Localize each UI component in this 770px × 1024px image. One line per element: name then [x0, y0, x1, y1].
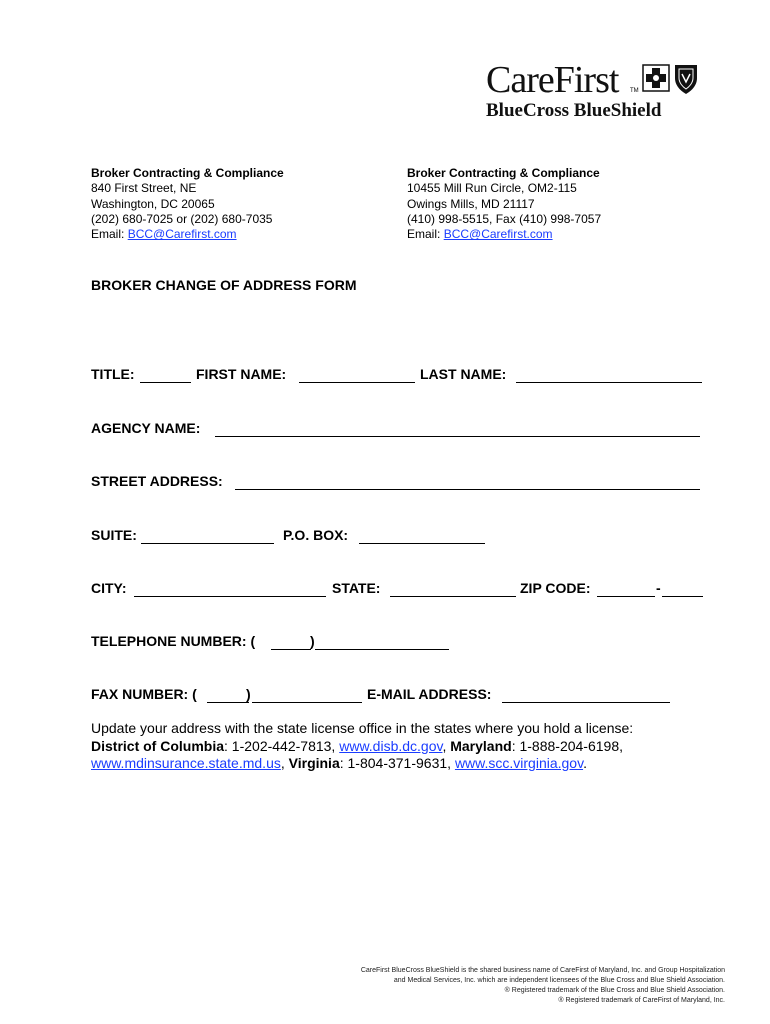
- zip-extension-field[interactable]: [662, 596, 703, 597]
- carefirst-logo: [484, 60, 706, 124]
- last-name-field[interactable]: [516, 382, 702, 383]
- info-end-period: .: [583, 755, 587, 771]
- fax-close-paren: ): [246, 686, 251, 702]
- zip-code-field[interactable]: [597, 596, 655, 597]
- zip-code-label: ZIP CODE:: [520, 580, 591, 596]
- agency-name-label: AGENCY NAME:: [91, 420, 201, 436]
- left-office-email-link[interactable]: BCC@Carefirst.com: [127, 227, 237, 242]
- first-name-field[interactable]: [299, 382, 415, 383]
- blue-shield-icon: [672, 62, 700, 96]
- fax-area-code-field[interactable]: [207, 702, 249, 703]
- right-office-email-row: [407, 227, 601, 242]
- license-info-line-3: [91, 755, 731, 773]
- telephone-number-field[interactable]: [315, 649, 449, 650]
- zip-dash: -: [656, 580, 661, 596]
- telephone-close-paren: ): [310, 633, 315, 649]
- form-title: BROKER CHANGE OF ADDRESS FORM: [91, 277, 357, 293]
- license-info-line-2: [91, 738, 731, 756]
- left-office-email-label: Email:: [91, 227, 128, 242]
- city-label: CITY:: [91, 580, 127, 596]
- left-office-city: Washington, DC 20065: [91, 196, 215, 211]
- va-url-link[interactable]: www.scc.virginia.gov: [454, 755, 584, 771]
- street-address-field[interactable]: [235, 489, 700, 490]
- md-url-link[interactable]: www.mdinsurance.state.md.us: [91, 755, 281, 771]
- fax-number-field[interactable]: [252, 702, 362, 703]
- email-label: E-MAIL ADDRESS:: [367, 686, 492, 702]
- fax-label: FAX NUMBER: (: [91, 686, 197, 702]
- footer-line-3: ® Registered trademark of the Blue Cross and Blue Shield Association.: [504, 987, 725, 994]
- suite-field[interactable]: [141, 543, 274, 544]
- last-name-label: LAST NAME:: [420, 366, 507, 382]
- dc-url-link[interactable]: www.disb.dc.gov: [339, 737, 443, 754]
- po-box-label: P.O. BOX:: [283, 527, 349, 543]
- separator-2: ,: [280, 755, 289, 771]
- right-office-email-label: Email:: [407, 227, 444, 242]
- left-office-address: [91, 166, 284, 242]
- left-office-email-row: [91, 227, 284, 242]
- left-office-heading: Broker Contracting & Compliance: [91, 166, 284, 180]
- telephone-area-code-field[interactable]: [271, 649, 311, 650]
- dc-label: District of Columbia: [91, 737, 225, 754]
- left-office-street: 840 First Street, NE: [91, 181, 197, 196]
- blue-cross-icon: [642, 64, 670, 92]
- street-address-label: STREET ADDRESS:: [91, 473, 223, 489]
- right-office-street: 10455 Mill Run Circle, OM2-115: [407, 181, 577, 196]
- email-field[interactable]: [502, 702, 670, 703]
- license-info: [91, 720, 731, 773]
- license-info-intro: Update your address with the state license office in the states where you hold a license:: [91, 720, 634, 736]
- right-office-city: Owings Mills, MD 21117: [407, 196, 535, 211]
- right-office-address: [407, 166, 601, 242]
- po-box-field[interactable]: [359, 543, 485, 544]
- va-label: Virginia: [288, 755, 340, 771]
- md-label: Maryland: [450, 737, 512, 754]
- footer-legal: [305, 966, 725, 1006]
- dc-phone: : 1-202-442-7813,: [224, 737, 340, 754]
- state-label: STATE:: [332, 580, 381, 596]
- title-label: TITLE:: [91, 366, 135, 382]
- right-office-phone: (410) 998-5515, Fax (410) 998-7057: [407, 211, 602, 226]
- right-office-email-link[interactable]: BCC@Carefirst.com: [443, 227, 553, 242]
- telephone-label: TELEPHONE NUMBER: (: [91, 633, 256, 649]
- first-name-label: FIRST NAME:: [196, 366, 287, 382]
- separator-1: ,: [442, 737, 451, 754]
- logo-wordmark: CareFirst: [486, 59, 619, 101]
- left-office-phone: (202) 680-7025 or (202) 680-7035: [91, 211, 273, 226]
- va-phone: : 1-804-371-9631,: [339, 755, 455, 771]
- logo-subtitle: BlueCross BlueShield: [486, 100, 662, 121]
- footer-line-4: ® Registered trademark of CareFirst of Maryland, Inc.: [558, 997, 725, 1004]
- footer-line-2: and Medical Services, Inc. which are independent licensees of the Blue Cross and Blue Shield Association.: [393, 977, 725, 984]
- state-field[interactable]: [390, 596, 516, 597]
- right-office-heading: Broker Contracting & Compliance: [407, 166, 600, 180]
- title-field[interactable]: [140, 382, 191, 383]
- footer-line-1: CareFirst BlueCross BlueShield is the shared business name of CareFirst of Maryland, Inc. and Group Hospitalization: [360, 967, 725, 974]
- city-field[interactable]: [134, 596, 326, 597]
- suite-label: SUITE:: [91, 527, 137, 543]
- agency-name-field[interactable]: [215, 436, 700, 437]
- logo-trademark: TM: [630, 88, 639, 94]
- md-phone: : 1-888-204-6198,: [511, 737, 624, 754]
